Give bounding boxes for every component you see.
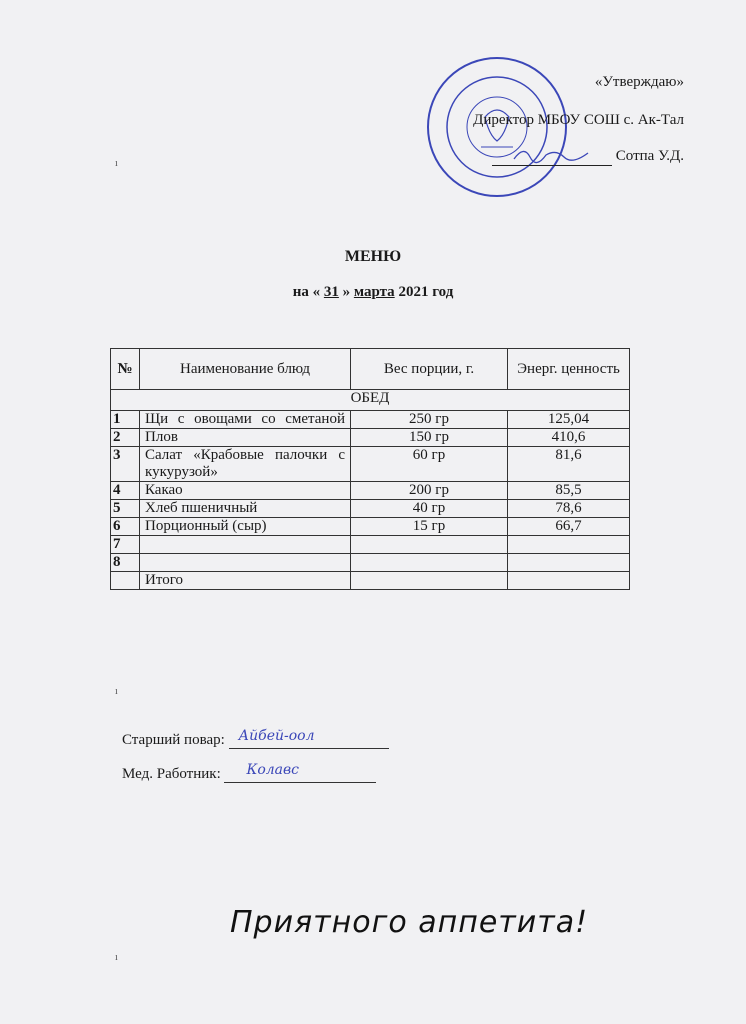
date-month: марта bbox=[353, 284, 395, 300]
scan-mark: ı bbox=[115, 686, 118, 697]
header-dish: Наименование блюд bbox=[140, 349, 351, 390]
closing-text: Приятного аппетита! bbox=[230, 905, 589, 940]
cook-signature-row bbox=[122, 728, 389, 749]
table-row: 1 Щи с овощами со сметаной 250 гр 125,04 bbox=[111, 411, 630, 429]
header-energy: Энерг. ценность bbox=[508, 349, 630, 390]
director-name: Сотпа У.Д. bbox=[615, 148, 684, 164]
approval-block bbox=[424, 72, 684, 166]
header-weight: Вес порции, г. bbox=[351, 349, 508, 390]
med-signature-line bbox=[224, 762, 376, 783]
table-row: 2 Плов 150 гр 410,6 bbox=[111, 429, 630, 447]
med-label: Мед. Работник: bbox=[122, 766, 221, 782]
med-signature: Колавс bbox=[246, 762, 299, 778]
approve-word: «Утверждаю» bbox=[594, 74, 684, 90]
table-row: 8 bbox=[111, 554, 630, 572]
table-total-row bbox=[111, 572, 630, 590]
med-signature-row bbox=[122, 762, 376, 783]
cook-label: Старший повар: bbox=[122, 732, 225, 748]
header-number: № bbox=[111, 349, 140, 390]
scan-mark: ı bbox=[115, 158, 118, 169]
scan-mark: ı bbox=[115, 952, 118, 963]
section-title: ОБЕД bbox=[111, 390, 630, 411]
table-row: 3 Салат «Крабовые палочки с кукурузой» 60 гр 81,6 bbox=[111, 447, 630, 482]
menu-date: на « 31 » марта 2021 год bbox=[292, 284, 454, 300]
total-label: Итого bbox=[140, 572, 351, 590]
cook-signature-line bbox=[229, 728, 389, 749]
director-position: Директор МБОУ СОШ с. Ак-Тал bbox=[473, 112, 684, 128]
date-day: 31 bbox=[323, 284, 339, 300]
director-signature bbox=[512, 145, 592, 165]
director-signature-line bbox=[492, 149, 612, 166]
menu-table bbox=[110, 348, 630, 590]
table-row: 7 bbox=[111, 536, 630, 554]
cook-signature: Айбей-оол bbox=[238, 728, 315, 744]
date-year: 2021 год bbox=[398, 284, 454, 300]
table-row: 6 Порционный (сыр) 15 гр 66,7 bbox=[111, 518, 630, 536]
table-row: 4 Какао 200 гр 85,5 bbox=[111, 482, 630, 500]
table-header-row bbox=[111, 349, 630, 390]
page-title: МЕНЮ bbox=[344, 248, 402, 265]
table-row: 5 Хлеб пшеничный 40 гр 78,6 bbox=[111, 500, 630, 518]
section-row bbox=[111, 390, 630, 411]
